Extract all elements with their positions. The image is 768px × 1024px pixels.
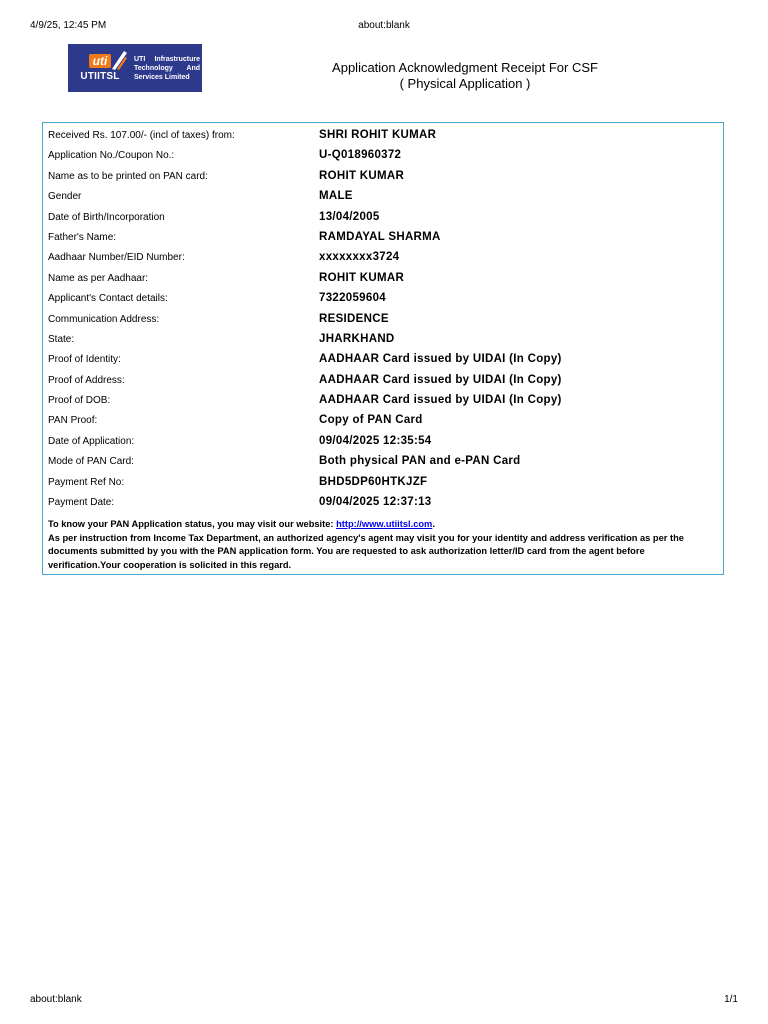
- logo-company-name: UTI Infrastructure Technology And Services Limited: [134, 55, 200, 81]
- logo-swoosh-icon: [110, 49, 128, 71]
- field-label: PAN Proof:: [48, 415, 98, 427]
- field-value: RESIDENCE: [319, 312, 389, 325]
- field-value: Copy of PAN Card: [319, 414, 423, 427]
- field-label: State:: [48, 333, 75, 345]
- field-label: Application No./Coupon No.:: [48, 150, 175, 162]
- field-label: Aadhaar Number/EID Number:: [48, 252, 185, 264]
- field-value: 09/04/2025 12:35:54: [319, 434, 432, 447]
- field-label: Father's Name:: [48, 231, 117, 243]
- status-note-text: To know your PAN Application status, you may visit our website:: [48, 519, 337, 529]
- receipt-row: [43, 433, 723, 453]
- field-value: 09/04/2025 12:37:13: [319, 496, 432, 509]
- receipt-row: [43, 147, 723, 167]
- field-value: Both physical PAN and e-PAN Card: [319, 455, 521, 468]
- field-label: Payment Date:: [48, 497, 115, 509]
- receipt-row: [43, 331, 723, 351]
- receipt-box: [42, 122, 724, 575]
- field-value: AADHAAR Card issued by UIDAI (In Copy): [319, 394, 562, 407]
- status-note-suffix: .: [432, 519, 435, 529]
- receipt-row: [43, 351, 723, 371]
- receipt-row: [43, 127, 723, 147]
- field-label: Payment Ref No:: [48, 476, 125, 488]
- print-footer-page: 1/1: [724, 994, 738, 1005]
- field-label: Communication Address:: [48, 313, 160, 325]
- verification-instruction: As per instruction from Income Tax Department, an authorized agency's agent may visit you for your identity and address verification as per the documents submitted by you with the PAN application form. You are requested to ask authorization letter/ID card from the agent before verification.Your cooperation is solicited in this regard.: [48, 532, 684, 570]
- receipt-row: [43, 209, 723, 229]
- field-label: Name as to be printed on PAN card:: [48, 170, 208, 182]
- field-label: Date of Application:: [48, 435, 135, 447]
- receipt-row: [43, 412, 723, 432]
- field-label: Proof of Identity:: [48, 354, 121, 366]
- field-label: Name as per Aadhaar:: [48, 272, 149, 284]
- field-value: ROHIT KUMAR: [319, 271, 405, 284]
- field-value: ROHIT KUMAR: [319, 169, 405, 182]
- logo-uti-mark: uti: [89, 54, 112, 68]
- field-label: Date of Birth/Incorporation: [48, 211, 165, 223]
- receipt-row: [43, 168, 723, 188]
- logo-badge: [70, 46, 130, 90]
- field-label: Gender: [48, 191, 82, 203]
- title-line-1: Application Acknowledgment Receipt For CSF: [332, 60, 598, 75]
- document-title: [310, 60, 620, 92]
- receipt-row: [43, 392, 723, 412]
- print-footer-url: about:blank: [30, 994, 82, 1005]
- receipt-row: [43, 311, 723, 331]
- receipt-notes: [48, 518, 718, 572]
- field-label: Proof of Address:: [48, 374, 125, 386]
- field-value: JHARKHAND: [319, 332, 395, 345]
- print-header-datetime: 4/9/25, 12:45 PM: [30, 20, 107, 31]
- field-label: Received Rs. 107.00/- (incl of taxes) from:: [48, 130, 235, 141]
- receipt-row: [43, 474, 723, 494]
- field-value: 13/04/2005: [319, 210, 380, 223]
- field-value: xxxxxxxx3724: [319, 251, 400, 264]
- field-value: AADHAAR Card issued by UIDAI (In Copy): [319, 373, 562, 386]
- field-value: RAMDAYAL SHARMA: [319, 230, 441, 243]
- status-note: [48, 518, 718, 532]
- field-label: Applicant's Contact details:: [48, 293, 168, 305]
- print-header-url: about:blank: [358, 20, 410, 31]
- logo-utiitsl-text: UTIITSL: [80, 71, 120, 82]
- field-value: 7322059604: [319, 292, 386, 305]
- receipt-row: [43, 453, 723, 473]
- utiitsl-logo: [68, 44, 202, 92]
- field-value: SHRI ROHIT KUMAR: [319, 129, 437, 141]
- receipt-row: [43, 229, 723, 249]
- receipt-row: [43, 494, 723, 514]
- receipt-row: [43, 270, 723, 290]
- receipt-row: [43, 249, 723, 269]
- field-label: Mode of PAN Card:: [48, 456, 134, 468]
- title-line-2: ( Physical Application ): [399, 76, 531, 91]
- receipt-rows: [43, 127, 723, 514]
- field-value: U-Q018960372: [319, 149, 402, 162]
- field-label: Proof of DOB:: [48, 395, 111, 407]
- field-value: BHD5DP60HTKJZF: [319, 475, 428, 488]
- field-value: AADHAAR Card issued by UIDAI (In Copy): [319, 353, 562, 366]
- receipt-row: [43, 188, 723, 208]
- utiitsl-website-link[interactable]: http://www.utiitsl.com: [336, 519, 433, 529]
- receipt-row: [43, 290, 723, 310]
- field-value: MALE: [319, 190, 353, 203]
- receipt-row: [43, 372, 723, 392]
